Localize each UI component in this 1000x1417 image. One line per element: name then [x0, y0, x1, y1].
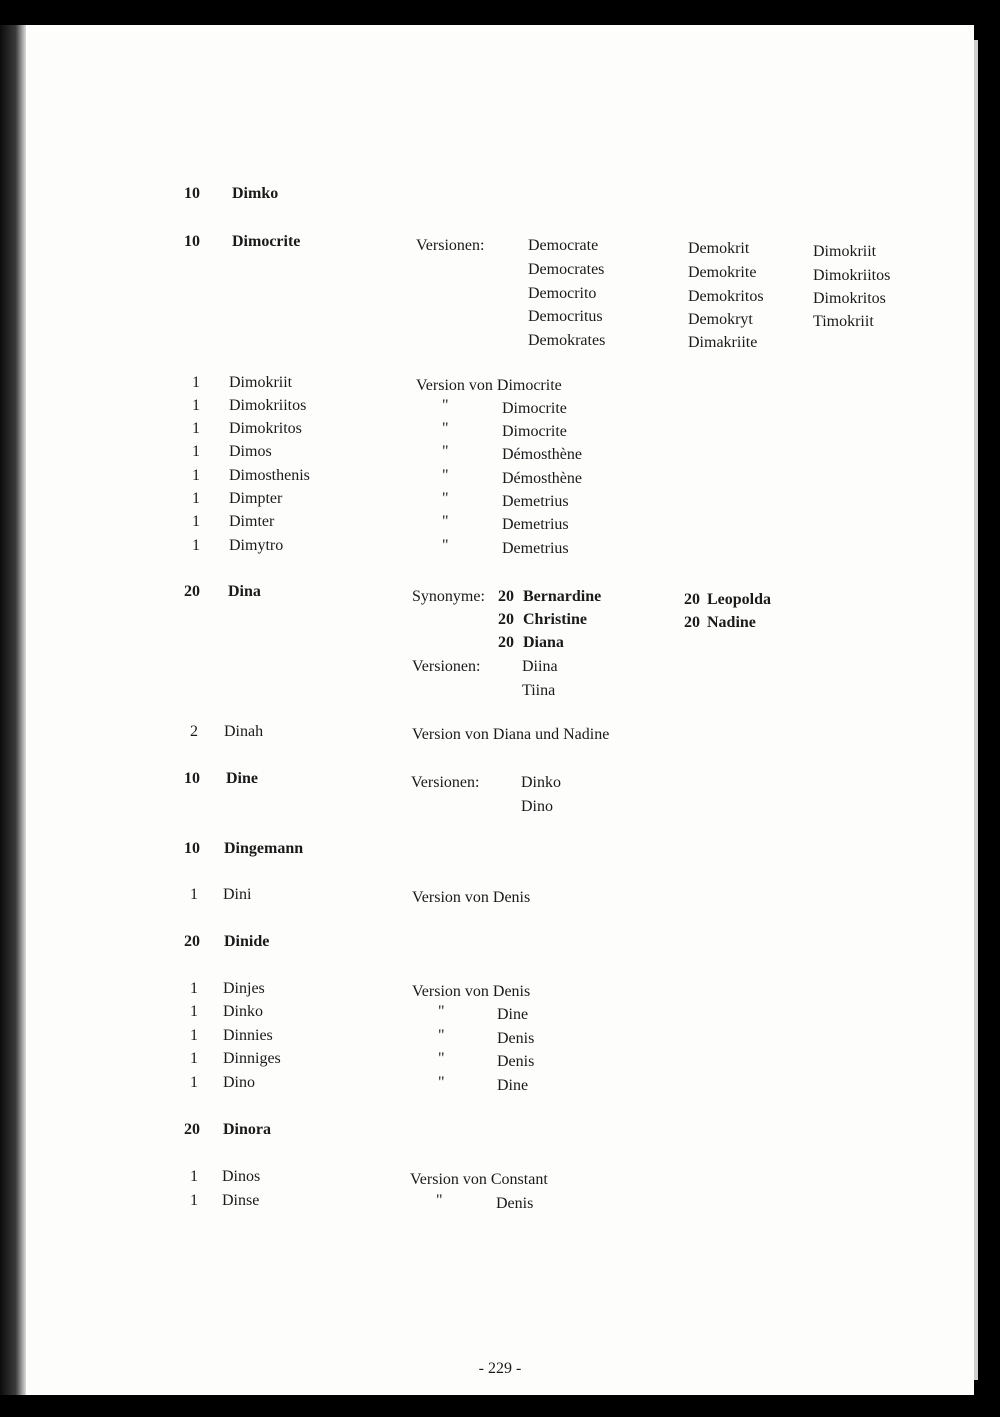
page-edge	[974, 40, 978, 1380]
ditto-mark: "	[438, 1074, 445, 1091]
ditto-mark: "	[438, 1027, 445, 1044]
variant-name: Demokrite	[688, 264, 757, 281]
entry-name: Dimos	[229, 443, 272, 460]
variant-name: Timokriit	[813, 313, 874, 330]
versions-label: Versionen:	[411, 774, 480, 791]
synonym-count: 20	[498, 634, 514, 651]
entry-count: 2	[190, 723, 198, 740]
entry-name: Dimpter	[229, 490, 283, 507]
entry-name: Dimko	[232, 185, 279, 202]
entry-name: Dinnies	[223, 1027, 273, 1044]
entry-reference: Demetrius	[502, 516, 569, 533]
variant-name: Demokrit	[688, 240, 750, 257]
entry-reference: Version von Denis	[412, 983, 531, 1000]
variant-name: Democrito	[528, 285, 597, 302]
variant-name: Democritus	[528, 308, 603, 325]
entry-count: 1	[190, 1003, 198, 1020]
entry-count: 1	[192, 420, 200, 437]
variant-name: Demokryt	[688, 311, 753, 328]
ditto-mark: "	[442, 397, 449, 414]
entry-name: Dina	[228, 583, 261, 600]
entry-count: 1	[192, 467, 200, 484]
entry-name: Dimter	[229, 513, 275, 530]
synonym-name: Christine	[523, 611, 587, 628]
ditto-mark: "	[436, 1192, 443, 1209]
entry-count: 10	[184, 233, 200, 250]
entry-count: 1	[192, 374, 200, 391]
page-sheet	[26, 25, 974, 1395]
variant-name: Dinko	[521, 774, 561, 791]
entry-name: Dimokriit	[229, 374, 293, 391]
entry-count: 1	[192, 397, 200, 414]
variant-name: Democrate	[528, 237, 599, 254]
entry-name: Dimytro	[229, 537, 284, 554]
entry-reference: Dimocrite	[502, 400, 567, 417]
ditto-mark: "	[442, 490, 449, 507]
entry-reference: Denis	[497, 1053, 535, 1070]
entry-name: Dini	[223, 886, 252, 903]
entry-reference: Version von Constant	[410, 1171, 548, 1188]
variant-name: Dimokriit	[813, 243, 877, 260]
variant-name: Demokritos	[688, 288, 764, 305]
synonym-count: 20	[684, 614, 700, 631]
entry-count: 1	[190, 1074, 198, 1091]
variant-name: Diina	[522, 658, 558, 675]
variant-name: Democrates	[528, 261, 605, 278]
variant-name: Tiina	[522, 682, 556, 699]
entry-reference: Démosthène	[502, 446, 582, 463]
ditto-mark: "	[438, 1003, 445, 1020]
entry-name: Dinse	[222, 1192, 260, 1209]
entry-count: 1	[190, 1027, 198, 1044]
entry-name: Dinah	[224, 723, 264, 740]
entry-count: 10	[184, 840, 200, 857]
entry-name: Dimokriitos	[229, 397, 307, 414]
ditto-mark: "	[442, 443, 449, 460]
variant-name: Demokrates	[528, 332, 606, 349]
entry-count: 1	[190, 1192, 198, 1209]
entry-reference: Version von Denis	[412, 889, 531, 906]
entry-count: 10	[184, 185, 200, 202]
page-number: - 229 -	[478, 1360, 522, 1377]
entry-count: 20	[184, 1121, 200, 1138]
ditto-mark: "	[438, 1050, 445, 1067]
ditto-mark: "	[442, 537, 449, 554]
synonyms-label: Synonyme:	[412, 588, 485, 605]
versions-label: Versionen:	[412, 658, 481, 675]
ditto-mark: "	[442, 513, 449, 530]
synonym-name: Leopolda	[707, 591, 772, 608]
entry-count: 20	[184, 933, 200, 950]
entry-reference: Denis	[496, 1195, 534, 1212]
entry-reference: Dine	[497, 1006, 529, 1023]
entry-name: Dinora	[223, 1121, 271, 1138]
entry-name: Dinko	[223, 1003, 263, 1020]
ditto-mark: "	[442, 420, 449, 437]
versions-label: Versionen:	[416, 237, 485, 254]
variant-name: Dino	[521, 798, 553, 815]
variant-name: Dimakriite	[688, 334, 758, 351]
entry-name: Dine	[226, 770, 258, 787]
entry-name: Dimocrite	[232, 233, 301, 250]
book-spine-shadow	[0, 25, 26, 1395]
variant-name: Dimokriitos	[813, 267, 891, 284]
entry-name: Dinos	[222, 1168, 261, 1185]
entry-reference: Dimocrite	[502, 423, 567, 440]
synonym-count: 20	[498, 611, 514, 628]
entry-count: 1	[192, 443, 200, 460]
entry-count: 10	[184, 770, 200, 787]
ditto-mark: "	[442, 467, 449, 484]
synonym-name: Nadine	[707, 614, 756, 631]
entry-reference: Démosthène	[502, 470, 582, 487]
entry-name: Dinjes	[223, 980, 265, 997]
synonym-name: Bernardine	[523, 588, 602, 605]
entry-count: 20	[184, 583, 200, 600]
entry-count: 1	[190, 980, 198, 997]
entry-name: Dinniges	[223, 1050, 281, 1067]
synonym-count: 20	[498, 588, 514, 605]
entry-count: 1	[192, 513, 200, 530]
entry-name: Dimokritos	[229, 420, 302, 437]
entry-count: 1	[190, 1168, 198, 1185]
entry-name: Dino	[223, 1074, 255, 1091]
entry-count: 1	[190, 1050, 198, 1067]
entry-count: 1	[192, 537, 200, 554]
entry-reference: Denis	[497, 1030, 535, 1047]
synonym-count: 20	[684, 591, 700, 608]
variant-name: Dimokritos	[813, 290, 886, 307]
entry-reference: Version von Dimocrite	[416, 377, 562, 394]
entry-reference: Version von Diana und Nadine	[412, 726, 610, 743]
entry-name: Dimosthenis	[229, 467, 310, 484]
entry-name: Dinide	[224, 933, 270, 950]
entry-reference: Demetrius	[502, 540, 569, 557]
entry-count: 1	[192, 490, 200, 507]
entry-reference: Dine	[497, 1077, 529, 1094]
entry-count: 1	[190, 886, 198, 903]
synonym-name: Diana	[523, 634, 564, 651]
entry-reference: Demetrius	[502, 493, 569, 510]
entry-name: Dingemann	[224, 840, 304, 857]
